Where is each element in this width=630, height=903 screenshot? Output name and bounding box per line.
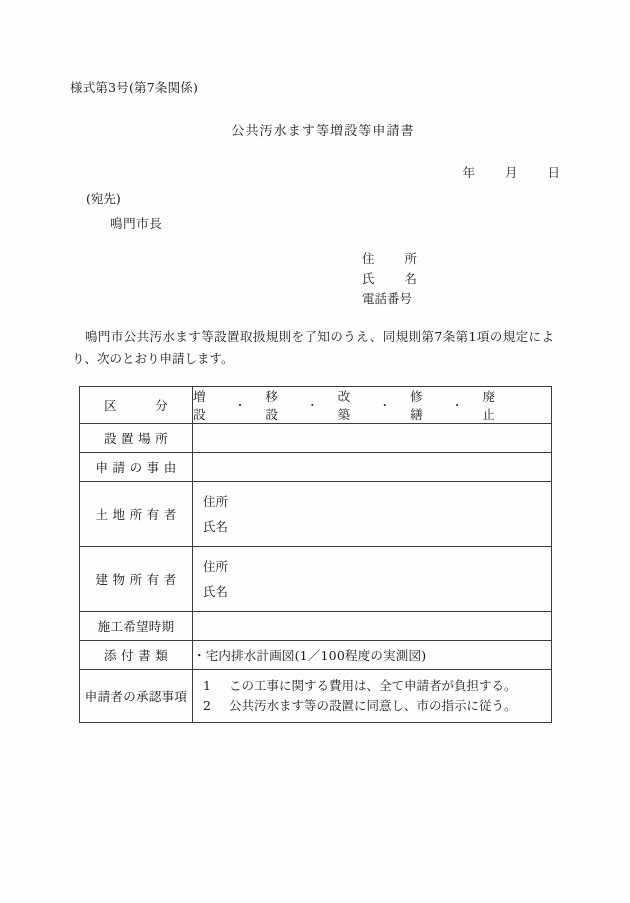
building-owner-fields [193, 547, 551, 611]
row-label-consent: 申請者の承認事項 [80, 670, 193, 723]
row-value-land-owner [193, 482, 552, 547]
applicant-address-label-2: 所 [404, 251, 417, 266]
table-row-attachments [80, 641, 552, 670]
row-label-attachments: 添 付 書 類 [80, 641, 193, 670]
date-month-label: 月 [504, 165, 518, 180]
date-day-label: 日 [547, 165, 560, 180]
row-label-period: 施工希望時期 [80, 612, 193, 641]
addressee-name: 鳴門市長 [110, 216, 163, 231]
table-row-period [80, 612, 552, 641]
land-owner-fields [193, 482, 551, 546]
consent-item-number: 2 [203, 698, 211, 713]
land-owner-address-label[interactable]: 住所 [203, 494, 229, 509]
consent-item [203, 696, 551, 716]
building-owner-name-label[interactable]: 氏名 [203, 584, 229, 599]
kubun-option-shuzen[interactable]: 修繕 [410, 389, 424, 422]
row-value-building-owner [193, 547, 552, 612]
separator-dot: ・ [379, 399, 392, 412]
applicant-address-row [362, 249, 417, 269]
table-row-land-owner [80, 482, 552, 547]
kubun-option-kaichiku[interactable]: 改築 [337, 389, 352, 422]
table-row-reason [80, 453, 552, 482]
row-value-reason[interactable] [193, 453, 552, 482]
row-label-place: 設 置 場 所 [80, 424, 193, 453]
separator-dot: ・ [306, 399, 319, 412]
consent-item-text: 公共汚水ます等の設置に同意し、市の指示に従う。 [229, 698, 517, 713]
document-title: 公共汚水ます等増設等申請書 [231, 124, 415, 139]
kubun-option-zousetsu[interactable]: 増設 [193, 389, 207, 422]
table-row-building-owner [80, 547, 552, 612]
row-value-kubun [193, 387, 552, 424]
table-row-kubun [80, 387, 552, 424]
kubun-options [193, 387, 551, 423]
body-paragraph: 鳴門市公共汚水ます等設置取扱規則を了知のうえ、同規則第7条第1項の規定により、次のとおり申請します。 [72, 329, 554, 366]
addressee-label: (宛先) [86, 191, 121, 206]
row-label-kubun: 区 分 [80, 387, 193, 424]
applicant-phone-row [362, 289, 417, 309]
applicant-name-row [362, 269, 417, 289]
consent-item-number: 1 [203, 678, 211, 693]
kubun-option-isetsu[interactable]: 移設 [265, 389, 279, 422]
row-label-land-owner: 土 地 所 有 者 [80, 482, 193, 547]
separator-dot: ・ [451, 399, 464, 412]
row-value-consent [193, 670, 552, 723]
applicant-name-label: 氏 [362, 271, 375, 286]
applicant-name-label-2: 名 [404, 271, 417, 286]
building-owner-address-label[interactable]: 住所 [203, 559, 229, 574]
kubun-option-haishi[interactable]: 廃止 [482, 389, 496, 422]
applicant-phone-label: 電話番号 [362, 291, 413, 306]
application-table [79, 386, 552, 723]
applicant-address-label: 住 [362, 251, 375, 266]
land-owner-name-label[interactable]: 氏名 [203, 519, 229, 534]
consent-item-text: この工事に関する費用は、全て申請者が負担する。 [229, 678, 517, 693]
form-code: 様式第3号(第7条関係) [70, 80, 199, 95]
row-label-reason: 申 請 の 事 由 [80, 453, 193, 482]
row-value-place[interactable] [193, 424, 552, 453]
consent-items [193, 670, 551, 722]
table-row-consent [80, 670, 552, 723]
consent-item [203, 676, 551, 696]
table-row-place [80, 424, 552, 453]
row-value-period[interactable] [193, 612, 552, 641]
row-label-building-owner: 建 物 所 有 者 [80, 547, 193, 612]
date-year-label: 年 [462, 165, 475, 180]
row-value-attachments: ・宅内排水計画図(1／100程度の実測図) [193, 641, 552, 670]
date-line [462, 163, 560, 181]
separator-dot: ・ [234, 399, 247, 412]
applicant-block [362, 249, 417, 309]
